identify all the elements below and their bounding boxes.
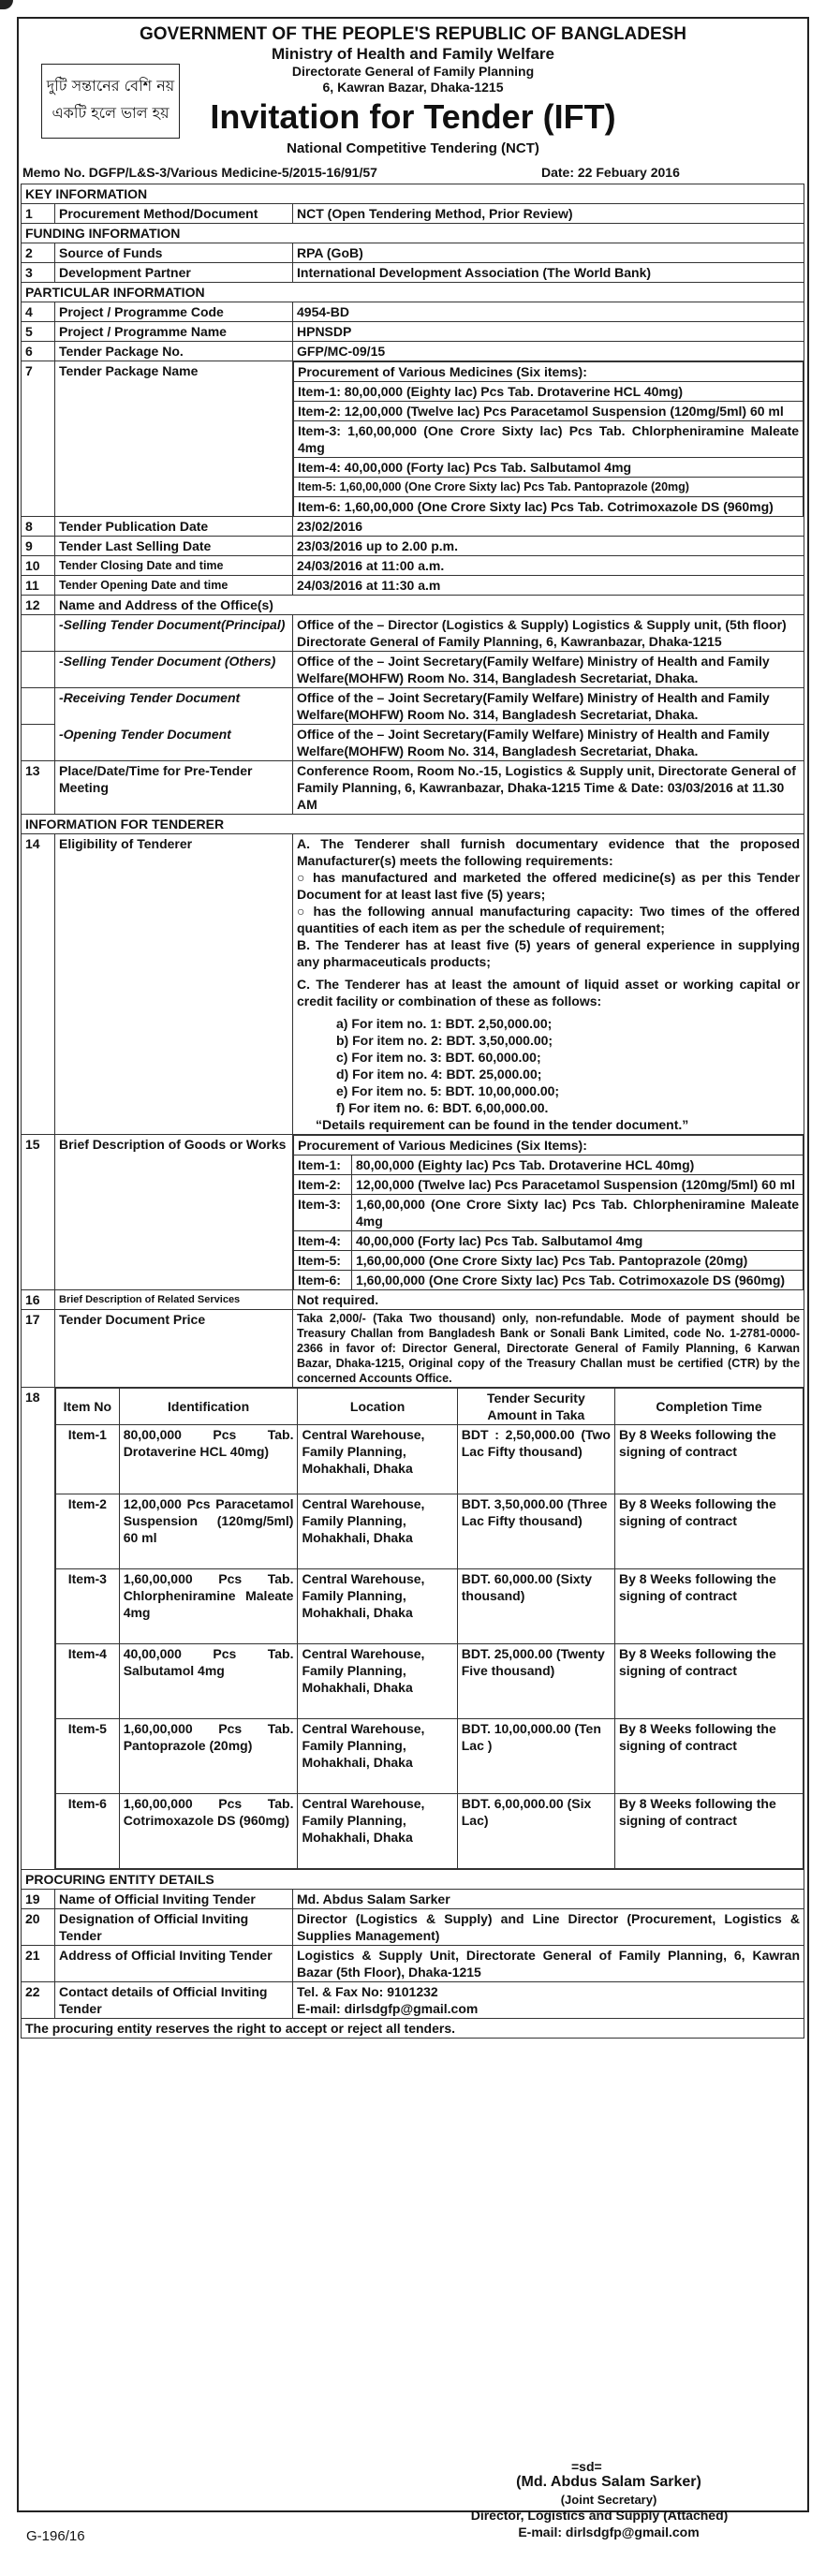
table-row: 4 Project / Programme Code 4954-BD xyxy=(22,302,804,322)
table-row: 11 Tender Opening Date and time 24/03/2016 at 11:30 a.m xyxy=(22,576,804,596)
table-row: 22 Contact details of Official Inviting Tender Tel. & Fax No: 9101232 E-mail: dirlsdgfp@gmail.com xyxy=(22,1982,804,2019)
list-item: Item-6: 1,60,00,000 (One Crore Sixty lac) Pcs Tab. Cotrimoxazole DS (960mg) xyxy=(294,1271,804,1290)
office-selling-principal: -Selling Tender Document(Principal) Office of the – Director (Logistics & Supply) Logistics & Supply unit, (5th floor) Directorate General of Family Planning, 6, Kawranbazar, Dhaka-1215 xyxy=(22,615,804,652)
eligibility-text: A. The Tenderer shall furnish documentary evidence that the proposed Manufacturer(s) meets the following requirements: ○ has manufactured and marketed the offered medicine(s) as per this Tender Document for at least last five (5) years; ○ has the following annual manufacturing capacity: Two times of the offered quantities of each item as per the schedule of requirement; B. The Tenderer has at least five (5) years of general experience in supplying any pharmaceuticals products; C. The Tenderer has at least the amount of liquid asset or working capital or credit facility or combination of these as follows: a) For item no. 1: BDT. 2,50,000.00; b) For item no. 2: BDT. 3,50,000.00; c) For item no. 3: BDT. 60,000.00; d) For item no. 4: BDT. 25,000.00; e) For item no. 5: BDT. 10,00,000.00; f) For item no. 6: BDT. 6,00,000.00. “Details requirement can be found in the tender document.” xyxy=(293,834,804,1135)
table-row: 15 Brief Description of Goods or Works Procurement of Various Medicines (Six Items): Item-1: 80,00,000 (Eighty lac) Pcs Tab. Drotaverine HCL 40mg) Item-2: 12,00,000 (Twelve lac) Pcs Paracetamol Suspension (120mg/5ml) 60 ml Item-3: 1,60,00,000 (One Crore Sixty lac) Pcs Tab. Chlorpheniramine Maleate 4mg Item-4: 40,00,000 (Forty lac) Pcs Tab. Salbutamol 4mg Item-5: 1,60,00,000 (One Crore Sixty lac) Pcs Tab. Pantoprazole (20mg) Item-6: 1,60,00,000 (One Crore Sixty lac) Pcs Tab. Cotrimoxazole DS (960mg) xyxy=(22,1135,804,1290)
page-title: Invitation for Tender (IFT) xyxy=(210,97,616,136)
table-row: 6 Tender Package No. GFP/MC-09/15 xyxy=(22,342,804,361)
list-item: f) For item no. 6: BDT. 6,00,000.00. xyxy=(336,1100,549,1115)
column-header: Location xyxy=(298,1389,457,1425)
table-row: 18 Item No Identification Location Tender Security Amount in Taka Completion Time Item-1 80,00,000 Pcs Tab. Drotaverine HCL 40mg) Central Warehouse, Family Planning, Mohakhali, Dhaka BDT : 2,50,000.00 (Two Lac Fifty thousand) By 8 Weeks following the signing of contract Item-2 12,00,000 Pcs Paracetamol Suspension (120mg/5ml) 60 ml Central Warehouse, Family Planning, Mohakhali, Dhaka BDT. 3,50,000.00 (Three Lac Fifty thousand) By 8 Weeks following the signing of contract Item-3 1,60,00,000 Pcs Tab. Chlorpheniramine Maleate 4mg Central Warehouse, Family Planning, Mohakhali, Dhaka BDT. 60,000.00 (Sixty thousand) By 8 Weeks following the signing of contract Item-4 40,00,000 Pcs Tab. Salbutamol 4mg Central Warehouse, Family Planning, Mohakhali, Dhaka BDT. 25,000.00 (Twenty Five thousand) By 8 Weeks following the signing of contract Item-5 1,60,00,000 Pcs Tab. Pantoprazole (20mg) Central Warehouse, Family Planning, Mohakhali, Dhaka BDT. 10,00,000.00 (Ten Lac ) By 8 Weeks following the signing of contract Item-6 1,60,00,000 Pcs Tab. Cotrimoxazole DS (960mg) Central Warehouse, Family Planning, Mohakhali, Dhaka BDT. 6,00,000.00 (Six Lac) By 8 Weeks following the signing of contract xyxy=(22,1388,804,1870)
list-item: Item-2: 12,00,000 (Twelve lac) Pcs Paracetamol Suspension (120mg/5ml) 60 ml xyxy=(294,402,804,421)
slogan-line-1: দুটি সন্তানের বেশি নয় xyxy=(46,77,175,95)
schedule-row: Item-5 1,60,00,000 Pcs Tab. Pantoprazole (20mg) Central Warehouse, Family Planning, Mohakhali, Dhaka BDT. 10,00,000.00 (Ten Lac ) By 8 Weeks following the signing of contract xyxy=(56,1719,804,1794)
reservation-note-row: The procuring entity reserves the right to accept or reject all tenders. xyxy=(22,2019,804,2039)
ministry-heading: Ministry of Health and Family Welfare xyxy=(272,45,554,63)
schedule-row: Item-4 40,00,000 Pcs Tab. Salbutamol 4mg Central Warehouse, Family Planning, Mohakhali, Dhaka BDT. 25,000.00 (Twenty Five thousand) By 8 Weeks following the signing of contract xyxy=(56,1644,804,1719)
schedule-row: Item-2 12,00,000 Pcs Paracetamol Suspension (120mg/5ml) 60 ml Central Warehouse, Family Planning, Mohakhali, Dhaka BDT. 3,50,000.00 (Three Lac Fifty thousand) By 8 Weeks following the signing of contract xyxy=(56,1494,804,1569)
list-item: Item-1: 80,00,000 (Eighty lac) Pcs Tab. Drotaverine HCL 40mg) xyxy=(294,382,804,402)
list-item: Item-6: 1,60,00,000 (One Crore Sixty lac) Pcs Tab. Cotrimoxazole DS (960mg) xyxy=(294,497,804,517)
table-row: 2 Source of Funds RPA (GoB) xyxy=(22,243,804,263)
table-row: 9 Tender Last Selling Date 23/03/2016 up to 2.00 p.m. xyxy=(22,537,804,556)
tender-info-table xyxy=(21,184,804,2039)
signature-sd: =sd= xyxy=(571,2459,602,2474)
column-header: Identification xyxy=(119,1389,298,1425)
office-opening: -Opening Tender Document Office of the – Joint Secretary(Family Welfare) Ministry of Health and Family Welfare(MOHFW) Room No. 314, Bangladesh Secretariat, Dhaka. xyxy=(22,725,804,761)
table-row: 1 Procurement Method/Document NCT (Open Tendering Method, Prior Review) xyxy=(22,204,804,224)
table-row: 3 Development Partner International Development Association (The World Bank) xyxy=(22,263,804,283)
list-item: a) For item no. 1: BDT. 2,50,000.00; xyxy=(336,1016,553,1031)
table-row: 13 Place/Date/Time for Pre-Tender Meeting Conference Room, Room No.-15, Logistics & Supply unit, Directorate General of Family Planning, 6, Kawranbazar, Dhaka-1215 Time & Date: 03/03/2016 at 11.30 AM xyxy=(22,761,804,815)
directorate-heading: Directorate General of Family Planning xyxy=(291,64,535,79)
contact-phone: Tel. & Fax No: 9101232 xyxy=(297,1984,438,1999)
schedule-row: Item-3 1,60,00,000 Pcs Tab. Chlorpheniramine Maleate 4mg Central Warehouse, Family Planning, Mohakhali, Dhaka BDT. 60,000.00 (Sixty thousand) By 8 Weeks following the signing of contract xyxy=(56,1569,804,1644)
list-item: Item-5: 1,60,00,000 (One Crore Sixty lac) Pcs Tab. Pantoprazole (20mg) xyxy=(294,1251,804,1271)
memo-number: Memo No. DGFP/L&S-3/Various Medicine-5/2015-16/91/57 xyxy=(22,165,377,180)
list-item: Item-1: 80,00,000 (Eighty lac) Pcs Tab. Drotaverine HCL 40mg) xyxy=(294,1156,804,1175)
section-information-for-tenderer: INFORMATION FOR TENDERER xyxy=(22,815,804,834)
family-planning-slogan-box xyxy=(41,64,180,139)
list-item: Item-3: 1,60,00,000 (One Crore Sixty lac) Pcs Tab. Chlorpheniramine Maleate 4mg xyxy=(294,1195,804,1231)
table-row: 17 Tender Document Price Taka 2,000/- (Taka Two thousand) only, non-refundable. Mode of payment should be Treasury Challan from Bangladesh Bank or Sonali Bank Limited, code No. 1-2781-0000-2366 in favor of: Director General, Directorate General of Family Planning, 6 Karwan Bazar, Dhaka-1215, Original copy of the Treasury Challan must be certified (CTR) by the concerned Accounts Office. xyxy=(22,1310,804,1388)
section-key-information: KEY INFORMATION xyxy=(22,184,804,204)
column-header: Tender Security Amount in Taka xyxy=(457,1389,614,1425)
signature-role-1: (Joint Secretary) xyxy=(560,2493,657,2507)
address-heading: 6, Kawran Bazar, Dhaka-1215 xyxy=(322,80,504,95)
schedule-row: Item-6 1,60,00,000 Pcs Tab. Cotrimoxazole DS (960mg) Central Warehouse, Family Planning, Mohakhali, Dhaka BDT. 6,00,000.00 (Six Lac) By 8 Weeks following the signing of contract xyxy=(56,1794,804,1869)
corner-mark xyxy=(0,0,13,9)
slogan-line-2: একটি হলে ভাল হয় xyxy=(52,104,170,122)
notice-code: G-196/16 xyxy=(26,2528,85,2544)
office-receiving: -Receiving Tender Document Office of the – Joint Secretary(Family Welfare) Ministry of Health and Family Welfare(MOHFW) Room No. 314, Bangladesh Secretariat, Dhaka. xyxy=(22,688,804,725)
signature-role-2: Director, Logistics and Supply (Attached) xyxy=(470,2508,729,2523)
amount-list xyxy=(297,1015,800,1116)
list-item: d) For item no. 4: BDT. 25,000.00; xyxy=(336,1067,542,1082)
signature-name: (Md. Abdus Salam Sarker) xyxy=(516,2474,701,2490)
item-schedule-table xyxy=(55,1388,804,1869)
list-item: e) For item no. 5: BDT. 10,00,000.00; xyxy=(336,1083,560,1098)
table-row: 16 Brief Description of Related Services Not required. xyxy=(22,1290,804,1310)
list-item: Item-4: 40,00,000 (Forty lac) Pcs Tab. Salbutamol 4mg xyxy=(294,458,804,478)
table-row: 19 Name of Official Inviting Tender Md. Abdus Salam Sarker xyxy=(22,1890,804,1909)
list-item: Item-5: 1,60,00,000 (One Crore Sixty lac) Pcs Tab. Pantoprazole (20mg) xyxy=(294,478,804,497)
schedule-header-row xyxy=(56,1389,804,1425)
office-selling-others: -Selling Tender Document (Others) Office of the – Joint Secretary(Family Welfare) Ministry of Health and Family Welfare(MOHFW) Room No. 314, Bangladesh Secretariat, Dhaka. xyxy=(22,652,804,688)
table-row: 10 Tender Closing Date and time 24/03/2016 at 11:00 a.m. xyxy=(22,556,804,576)
signature-email: E-mail: dirlsdgfp@gmail.com xyxy=(518,2524,700,2539)
table-row: 14 Eligibility of Tenderer A. The Tenderer shall furnish documentary evidence that the proposed Manufacturer(s) meets the following requirements: ○ has manufactured and marketed the offered medicine(s) as per this Tender Document for at least last five (5) years; ○ has the following annual manufacturing capacity: Two times of the offered quantities of each item as per the schedule of requirement; B. The Tenderer has at least five (5) years of general experience in supplying any pharmaceuticals products; C. The Tenderer has at least the amount of liquid asset or working capital or credit facility or combination of these as follows: a) For item no. 1: BDT. 2,50,000.00; b) For item no. 2: BDT. 3,50,000.00; c) For item no. 3: BDT. 60,000.00; d) For item no. 4: BDT. 25,000.00; e) For item no. 5: BDT. 10,00,000.00; f) For item no. 6: BDT. 6,00,000.00. “Details requirement can be found in the tender document.” xyxy=(22,834,804,1135)
table-row: 12 Name and Address of the Office(s) xyxy=(22,596,804,615)
goods-list: Procurement of Various Medicines (Six Items): Item-1: 80,00,000 (Eighty lac) Pcs Tab. Drotaverine HCL 40mg) Item-2: 12,00,000 (Twelve lac) Pcs Paracetamol Suspension (120mg/5ml) 60 ml Item-3: 1,60,00,000 (One Crore Sixty lac) Pcs Tab. Chlorpheniramine Maleate 4mg Item-4: 40,00,000 (Forty lac) Pcs Tab. Salbutamol 4mg Item-5: 1,60,00,000 (One Crore Sixty lac) Pcs Tab. Pantoprazole (20mg) Item-6: 1,60,00,000 (One Crore Sixty lac) Pcs Tab. Cotrimoxazole DS (960mg) xyxy=(293,1135,804,1289)
page-subtitle: National Competitive Tendering (NCT) xyxy=(287,140,539,156)
list-item: c) For item no. 3: BDT. 60,000.00; xyxy=(336,1050,541,1065)
list-item: Item-3: 1,60,00,000 (One Crore Sixty lac) Pcs Tab. Chlorpheniramine Maleate 4mg xyxy=(294,421,804,458)
table-row: 20 Designation of Official Inviting Tender Director (Logistics & Supply) and Line Director (Procurement, Logistics & Supplies Management) xyxy=(22,1909,804,1946)
table-row: 21 Address of Official Inviting Tender Logistics & Supply Unit, Directorate General of Family Planning, 6, Kawran Bazar (5th Floor), Dhaka-1215 xyxy=(22,1946,804,1982)
memo-date: Date: 22 Febuary 2016 xyxy=(541,165,680,180)
table-row: 8 Tender Publication Date 23/02/2016 xyxy=(22,517,804,537)
list-item: Item-2: 12,00,000 (Twelve lac) Pcs Paracetamol Suspension (120mg/5ml) 60 ml xyxy=(294,1175,804,1195)
table-row: 7 Tender Package Name Procurement of Various Medicines (Six items): Item-1: 80,00,000 (Eighty lac) Pcs Tab. Drotaverine HCL 40mg) Item-2: 12,00,000 (Twelve lac) Pcs Paracetamol Suspension (120mg/5ml) 60 ml Item-3: 1,60,00,000 (One Crore Sixty lac) Pcs Tab. Chlorpheniramine Maleate 4mg Item-4: 40,00,000 (Forty lac) Pcs Tab. Salbutamol 4mg Item-5: 1,60,00,000 (One Crore Sixty lac) Pcs Tab. Pantoprazole (20mg) Item-6: 1,60,00,000 (One Crore Sixty lac) Pcs Tab. Cotrimoxazole DS (960mg) xyxy=(22,361,804,517)
bullet-row: ○ has manufactured and marketed the offered medicine(s) as per this Tender Document for at least last five (5) years; xyxy=(297,870,801,902)
package-items-list: Procurement of Various Medicines (Six items): Item-1: 80,00,000 (Eighty lac) Pcs Tab. Drotaverine HCL 40mg) Item-2: 12,00,000 (Twelve lac) Pcs Paracetamol Suspension (120mg/5ml) 60 ml Item-3: 1,60,00,000 (One Crore Sixty lac) Pcs Tab. Chlorpheniramine Maleate 4mg Item-4: 40,00,000 (Forty lac) Pcs Tab. Salbutamol 4mg Item-5: 1,60,00,000 (One Crore Sixty lac) Pcs Tab. Pantoprazole (20mg) Item-6: 1,60,00,000 (One Crore Sixty lac) Pcs Tab. Cotrimoxazole DS (960mg) xyxy=(293,361,804,516)
schedule-row: Item-1 80,00,000 Pcs Tab. Drotaverine HCL 40mg) Central Warehouse, Family Planning, Mohakhali, Dhaka BDT : 2,50,000.00 (Two Lac Fifty thousand) By 8 Weeks following the signing of contract xyxy=(56,1425,804,1494)
column-header: Item No xyxy=(56,1389,120,1425)
govt-heading: GOVERNMENT OF THE PEOPLE'S REPUBLIC OF BANGLADESH xyxy=(139,24,687,44)
list-item: b) For item no. 2: BDT. 3,50,000.00; xyxy=(336,1033,553,1048)
contact-email: E-mail: dirlsdgfp@gmail.com xyxy=(297,2001,479,2016)
section-particular-information: PARTICULAR INFORMATION xyxy=(22,283,804,302)
list-item: Item-4: 40,00,000 (Forty lac) Pcs Tab. Salbutamol 4mg xyxy=(294,1231,804,1251)
section-procuring-entity-details: PROCURING ENTITY DETAILS xyxy=(22,1870,804,1890)
bullet-row: ○ has the following annual manufacturing capacity: Two times of the offered quantities of each item as per the schedule of requirement; xyxy=(297,904,801,935)
column-header: Completion Time xyxy=(614,1389,803,1425)
table-row: 5 Project / Programme Name HPNSDP xyxy=(22,322,804,342)
section-funding-information: FUNDING INFORMATION xyxy=(22,224,804,243)
